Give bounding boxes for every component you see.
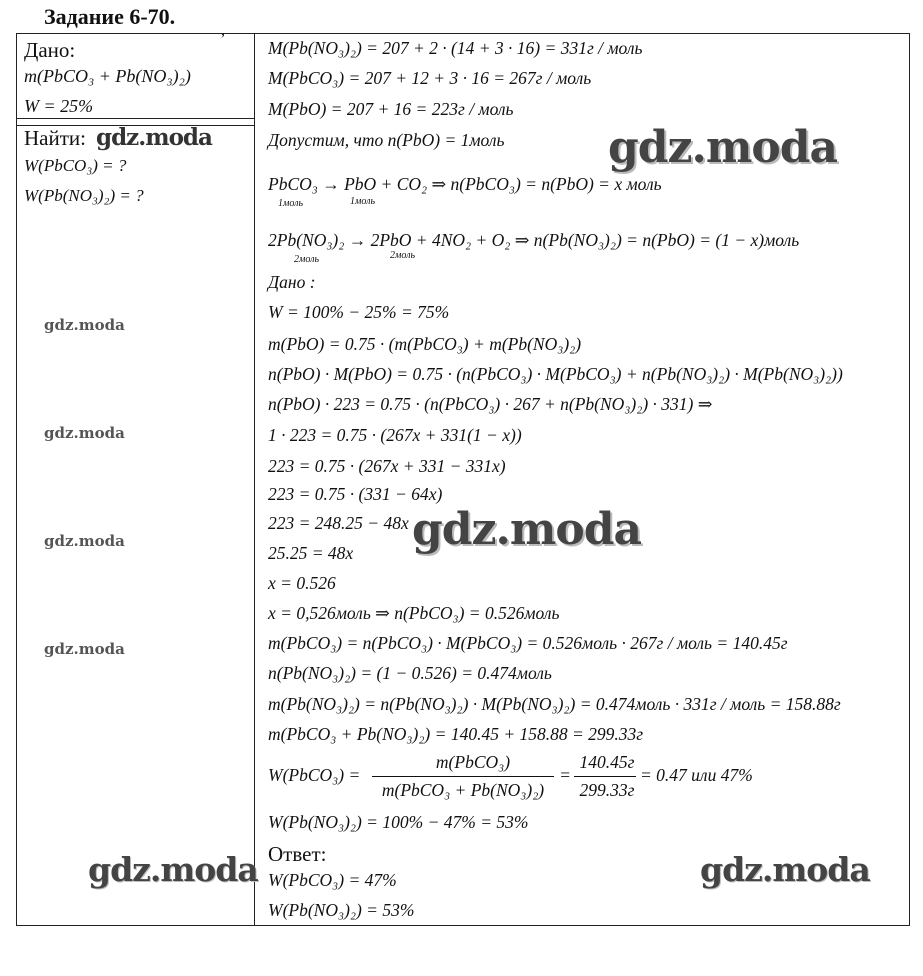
line-m-mixture: m(PbCO₃ + Pb(NO₃)₂) = 140.45 + 158.88 = 299.33г (268, 724, 644, 744)
line-eq-2: 223 = 0.75 · (267x + 331 − 331x) (268, 456, 506, 476)
answer-1: W(PbCO₃) = 47% (268, 870, 397, 890)
line-n-m-eq: n(PbO) · M(PbO) = 0.75 · (n(PbCO₃) · M(PbCO₃) + n(Pb(NO₃)₂) · M(Pb(NO₃)₂)) (268, 364, 843, 384)
fraction-2-denominator: 299.33г (579, 780, 635, 800)
answer-2: W(Pb(NO₃)₂) = 53% (268, 900, 415, 920)
fraction-2-numerator: 140.45г (579, 752, 635, 772)
line-given-2: Дано : (268, 272, 316, 292)
watermark-small-1: gdz.moda (44, 316, 125, 334)
find-q1: W(PbCO₃) = ? (24, 156, 127, 175)
reaction-1-sub-2: 1моль (350, 196, 376, 207)
fraction-equals: = (559, 765, 571, 785)
reaction-2-sub-2: 2моль (390, 250, 416, 261)
line-m-pbo-eq: m(PbO) = 0.75 · (m(PbCO₃) + m(Pb(NO₃)₂) (268, 334, 582, 354)
given-divider-top (16, 118, 254, 119)
watermark-large-2: gdz.moda (412, 504, 642, 555)
fraction-1-numerator: m(PbCO₃) (435, 752, 511, 772)
line-eq-5: 25.25 = 48x (268, 543, 354, 563)
watermark-large-1: gdz.moda (608, 122, 838, 173)
fraction-lhs: W(PbCO₃) = (268, 765, 361, 785)
line-m-pb-no3-calc: m(Pb(NO₃)₂) = n(Pb(NO₃)₂) · M(Pb(NO₃)₂) = 0.474моль · 331г / моль = 158.88г (268, 694, 841, 714)
line-n-223: n(PbO) · 223 = 0.75 · (n(PbCO₃) · 267 + n(Pb(NO₃)₂) · 331) ⇒ (268, 394, 713, 414)
line-n-pb-no3: n(Pb(NO₃)₂) = (1 − 0.526) = 0.474моль (268, 663, 552, 683)
task-title: Задание 6-70. (44, 4, 176, 29)
line-m-pb-no3: M(Pb(NO₃)₂) = 207 + 2 · (14 + 3 · 16) = 331г / моль (268, 38, 643, 58)
line-eq-4: 223 = 248.25 − 48x (268, 513, 409, 533)
reaction-2: 2Pb(NO₃)₂ → 2PbO + 4NO₂ + O₂ ⇒ n(Pb(NO₃)₂) = n(PbO) = (1 − x)моль (268, 230, 800, 250)
line-assume: Допустим, что n(PbO) = 1моль (268, 130, 505, 150)
line-x: x = 0.526 (268, 573, 336, 593)
given-label: Дано: (24, 38, 76, 62)
line-eq-3: 223 = 0.75 · (331 − 64x) (268, 484, 443, 504)
line-x-mol: x = 0,526моль ⇒ n(PbCO₃) = 0.526моль (268, 603, 560, 623)
watermark-large-4: gdz.moda (700, 850, 870, 889)
line-m-pbo: M(PbO) = 207 + 16 = 223г / моль (268, 99, 514, 119)
reaction-1: PbCO₃ → PbO + CO₂ ⇒ n(PbCO₃) = n(PbO) = x моль (268, 174, 662, 194)
line-m-pbco3: M(PbCO₃) = 207 + 12 + 3 · 16 = 267г / моль (268, 68, 592, 88)
find-q2: W(Pb(NO₃)₂) = ? (24, 186, 144, 205)
column-divider (254, 33, 255, 926)
watermark-small-4: gdz.moda (44, 640, 125, 658)
find-label: Найти: (24, 126, 86, 150)
watermark-small-2: gdz.moda (44, 424, 125, 442)
given-mixture: m(PbCO₃ + Pb(NO₃)₂) (24, 66, 191, 86)
watermark-large-3: gdz.moda (88, 850, 258, 889)
reaction-1-sub-1: 1моль (278, 198, 304, 209)
line-eq-1: 1 · 223 = 0.75 · (267x + 331(1 − x)) (268, 425, 522, 445)
reaction-2-sub-1: 2моль (294, 254, 320, 265)
answer-label: Ответ: (268, 842, 327, 866)
watermark-inline: gdz.moda (96, 124, 212, 151)
fraction-result: = 0.47 или 47% (640, 765, 753, 785)
fraction-1-denominator: m(PbCO₃ + Pb(NO₃)₂) (381, 780, 545, 800)
fraction-2-bar (574, 776, 636, 777)
given-w: W = 25% (24, 96, 94, 116)
watermark-small-3: gdz.moda (44, 532, 125, 550)
tick-mark: , (221, 22, 225, 39)
line-w-75: W = 100% − 25% = 75% (268, 302, 450, 322)
fraction-1-bar (372, 776, 554, 777)
line-w-pb-no3: W(Pb(NO₃)₂) = 100% − 47% = 53% (268, 812, 529, 832)
line-m-pbco3-calc: m(PbCO₃) = n(PbCO₃) · M(PbCO₃) = 0.526моль · 267г / моль = 140.45г (268, 633, 788, 653)
